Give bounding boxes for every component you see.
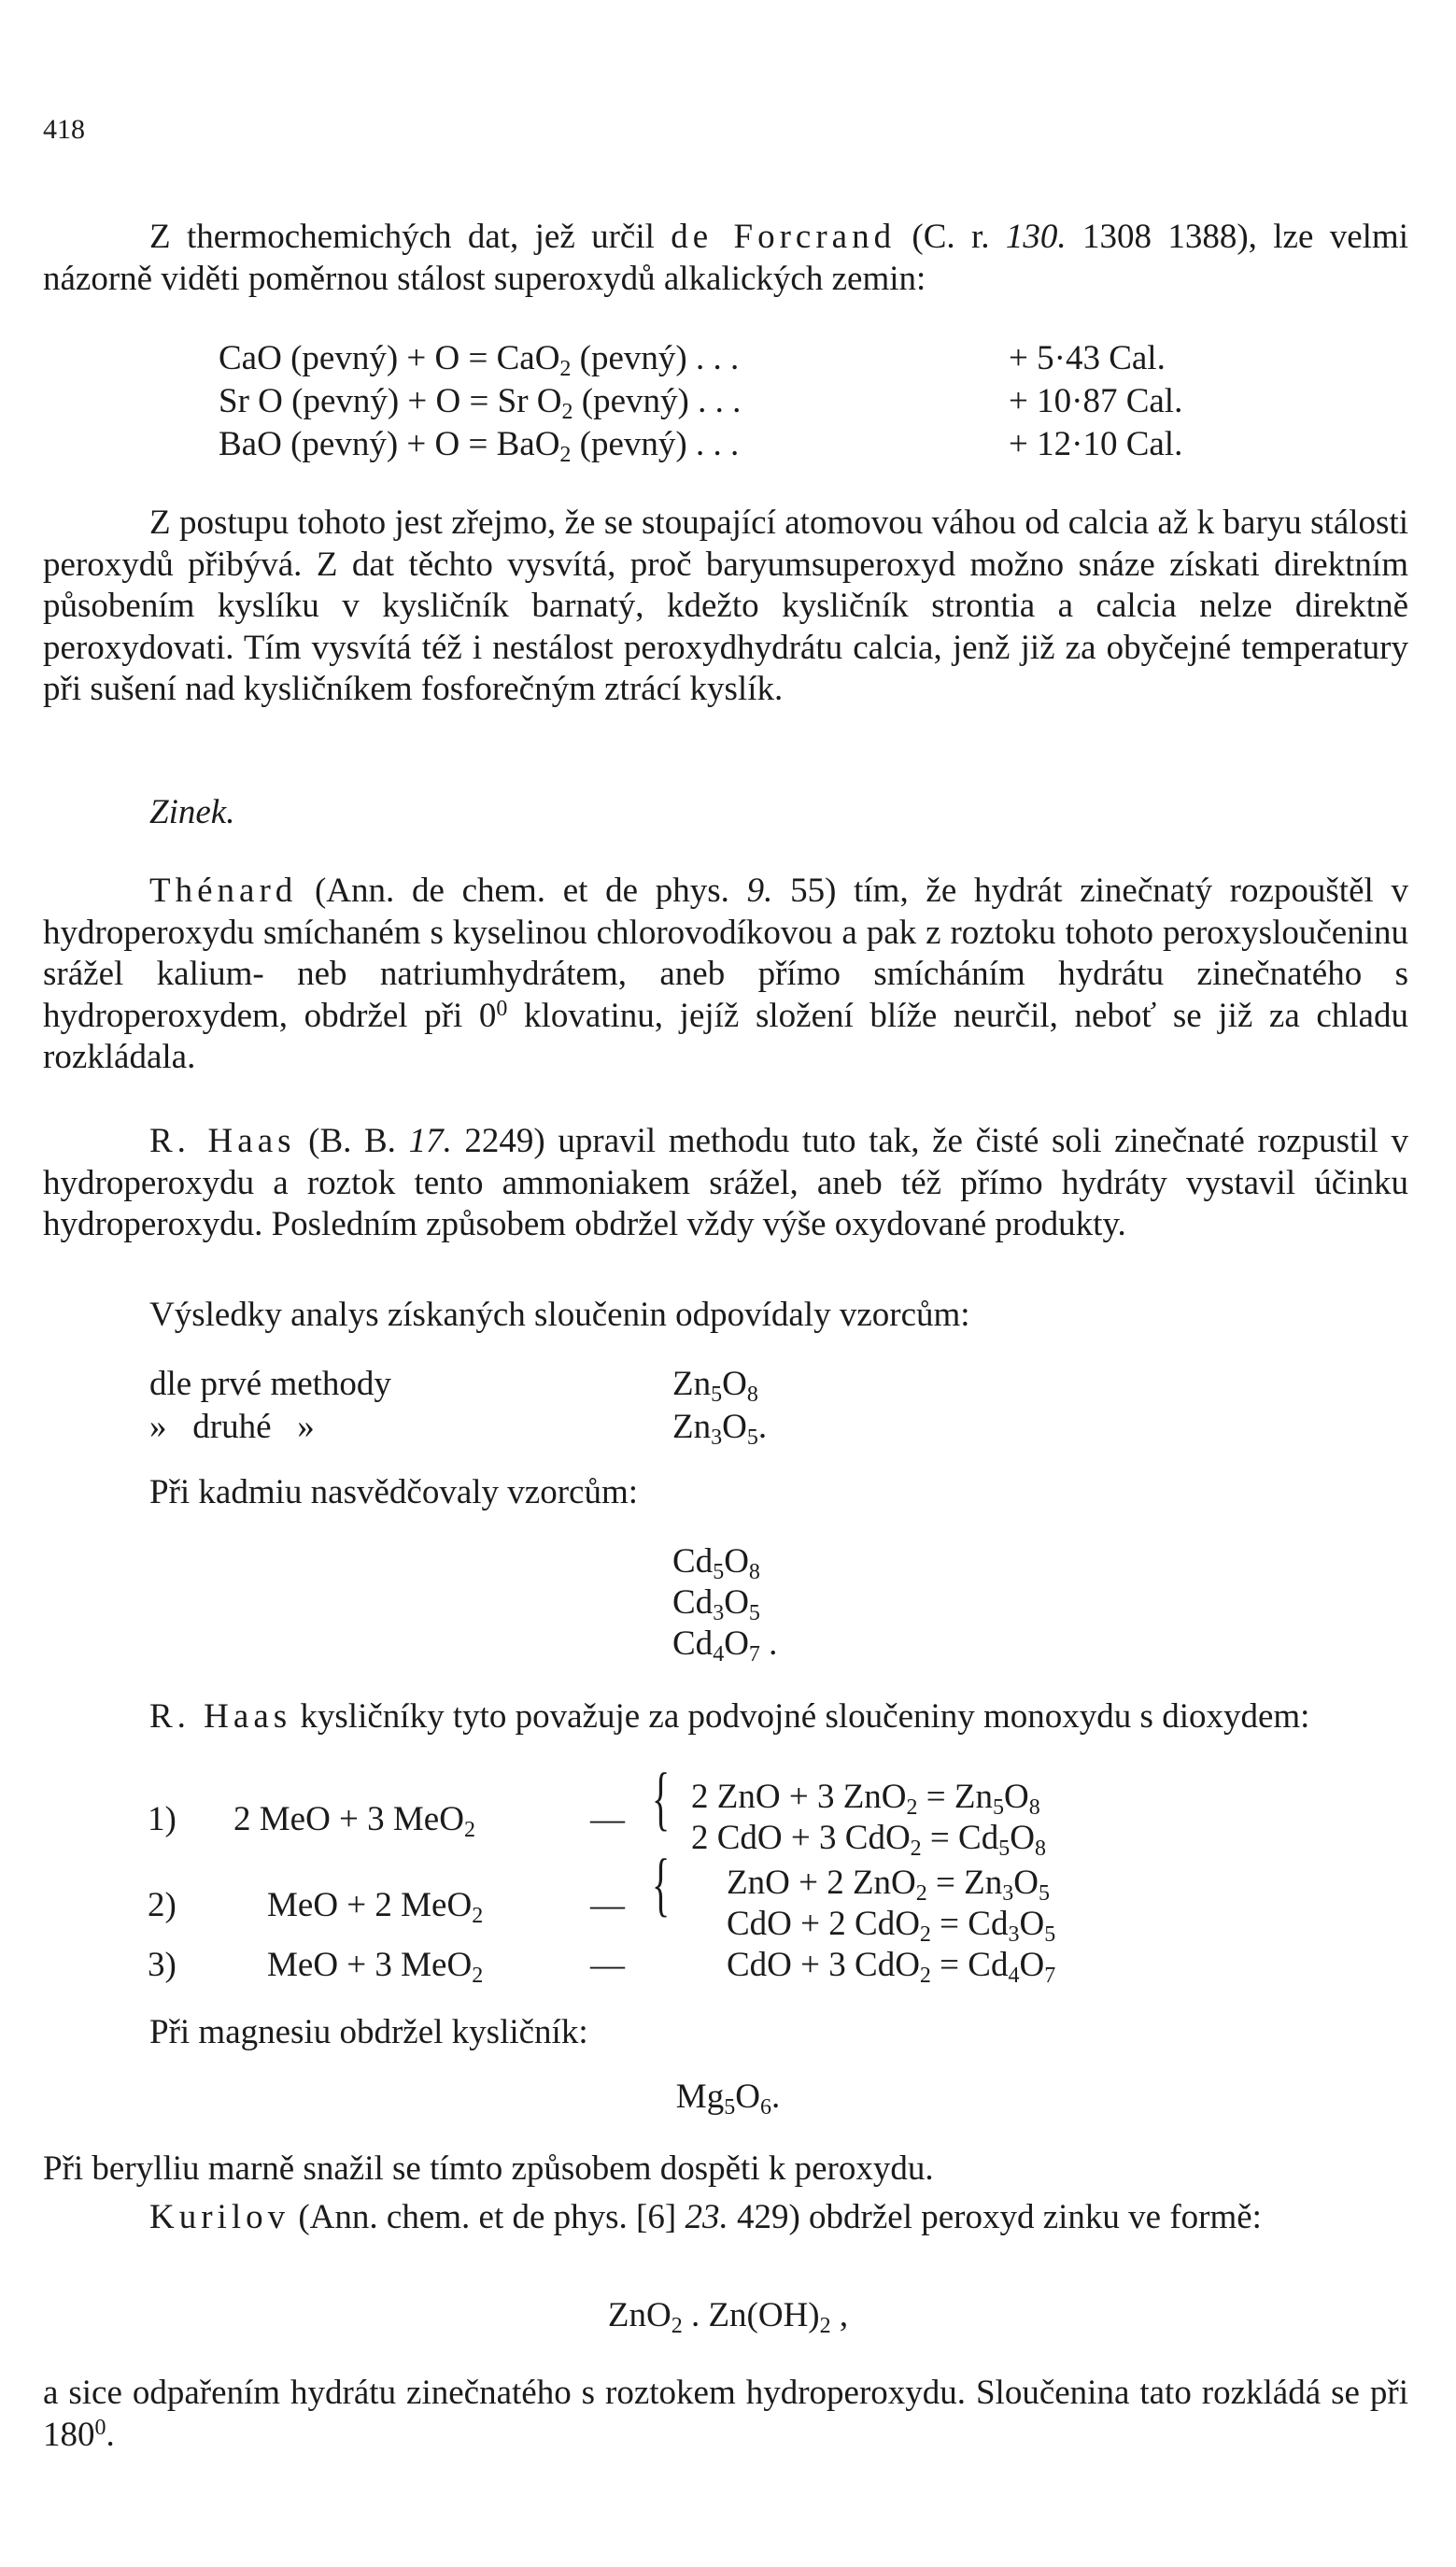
reaction-left: MeO + 2 MeO$_2$ (267, 1886, 484, 1928)
thermo-value: + 5·43 Cal. (1009, 339, 1166, 377)
magnesium-formula: $Mg_5O_6$. (675, 2078, 781, 2120)
reaction-left: 2 MeO + 3 MeO$_2$ (233, 1800, 475, 1842)
final-paragraph: a sice odpařením hydrátu zinečnatého s roztokem hydroperoxydu. Sloučenina tato rozkládá se při $180^0$. (43, 2374, 1408, 2454)
thermo-value: + 12·10 Cal. (1009, 425, 1183, 463)
formula: $Cd_4O_7$ . (672, 1624, 778, 1666)
formula: $Zn_5O_8$ (672, 1365, 758, 1407)
reaction-right: 2 ZnO + 3 $ZnO_2 = Zn_5O_8$ (691, 1778, 1040, 1820)
intro-rest: 1308 1388), lze velmi názorně viděti poměrnou stálost superoxydů alkalických zemin: (43, 218, 1408, 298)
thermo-row: BaO (pevný) + O = BaO$_2$ (pevný) . . . (219, 425, 740, 467)
haas2-paragraph: R. Haas kysličníky tyto považuje za podvojné sloučeniny monoxydu s dioxydem: (149, 1697, 1310, 1736)
reaction-right: CdO + 2 $CdO_2 = Cd_3O_5$ (727, 1905, 1056, 1947)
intro-paragraph (43, 217, 1408, 300)
intro-text: Z thermochemichých dat, jež určil (149, 218, 671, 256)
kurilov-paragraph: Kurilov (Ann. chem. et de phys. [6] 23. 429) obdržel peroxyd zinku ve formě: (149, 2198, 1262, 2236)
results-intro: Výsledky analys získaných sloučenin odpovídaly vzorcům: (149, 1296, 970, 1334)
section-title: Zinek. (149, 793, 235, 831)
method-label: » druhé » (149, 1408, 315, 1446)
haas-paragraph: R. Haas (B. B. 17. 2249) upravil methodu tuto tak, že čisté soli zinečnaté rozpustil v hydroperoxydu a roztok tento ammoniakem srážel, aneb též přímo hydráty vystavil účinku hydroperoxydu. Posledním způsobem obdržel vždy výše oxydované produkty. (43, 1122, 1408, 1243)
author-haas: R. Haas (149, 1122, 296, 1160)
left-brace: { (652, 1844, 671, 1924)
formula: $Cd_3O_5$ (672, 1583, 760, 1625)
author-thenard: Thénard (149, 872, 298, 910)
reaction-left: MeO + 3 MeO$_2$ (267, 1946, 484, 1988)
author-haas: R. Haas (149, 1697, 292, 1736)
left-brace: { (652, 1758, 671, 1838)
stability-paragraph: Z postupu tohoto jest zřejmo, že se stoupající atomovou váhou od calcia až k baryu stálosti peroxydů přibývá. Z dat těchto vysvítá, proč baryumsuperoxyd možno snáze získati direktním působením kyslíku v kysličník barnatý, kdežto kysličník strontia a calcia nelze direktně peroxydovati. Tím vysvítá též i nestálost peroxydhydrátu calcia, jenž již za obyčejné temperatury při sušení nad kysličníkem fosforečným ztrácí kyslík. (43, 503, 1408, 708)
thermo-value: + 10·87 Cal. (1009, 382, 1183, 420)
intro-ref: (C. r. (896, 218, 1006, 256)
reaction-dash: — (590, 1946, 625, 1984)
author-kurilov: Kurilov (149, 2198, 290, 2236)
page-number: 418 (43, 114, 85, 145)
reaction-right: ZnO + 2 $ZnO_2 = Zn_3O_5$ (727, 1864, 1050, 1906)
thermo-row: Sr O (pevný) + O = Sr $O_2$ (pevný) . . . (219, 382, 742, 424)
kurilov-formula: ZnO$_2$ . $Zn(OH)_2$ , (607, 2296, 849, 2338)
beryllium-paragraph: Při berylliu marně snažil se tímto způsobem dospěti k peroxydu. (43, 2149, 934, 2188)
author-forcrand: de Forcrand (671, 218, 897, 256)
magnesium-intro: Při magnesiu obdržel kysličník: (149, 2013, 588, 2051)
intro-ref-volume: 130. (1005, 218, 1067, 256)
reaction-number: 1) (148, 1800, 177, 1838)
reaction-dash: — (590, 1886, 625, 1924)
method-label: dle prvé methody (149, 1365, 391, 1403)
thermo-row: CaO (pevný) + O = CaO$_2$ (pevný) . . . (219, 339, 740, 381)
reaction-right: CdO + 3 $CdO_2 = Cd_4O_7$ (727, 1946, 1056, 1988)
formula: $Zn_3O_5$. (672, 1408, 768, 1450)
formula: $Cd_5O_8$ (672, 1542, 760, 1584)
reaction-number: 2) (148, 1886, 177, 1924)
reaction-right: 2 CdO + 3 $CdO_2 = Cd_5O_8$ (691, 1819, 1046, 1861)
cadmium-intro: Při kadmiu nasvědčovaly vzorcům: (149, 1473, 639, 1511)
reaction-number: 3) (148, 1946, 177, 1984)
reaction-dash: — (590, 1800, 625, 1838)
thenard-paragraph: Thénard (Ann. de chem. et de phys. 9. 55) tím, že hydrát zinečnatý rozpouštěl v hydroperoxydu smíchaném s kyselinou chlorovodíkovou a pak z roztoku tohoto peroxysloučeninu srážel kalium- neb natriumhydrátem, aneb přímo smícháním hydrátu zinečnatého s hydroperoxydem, obdržel při $0^0$ klovatinu, jejíž složení blíže neurčil, neboť se již za chladu rozkládala. (43, 872, 1408, 1076)
